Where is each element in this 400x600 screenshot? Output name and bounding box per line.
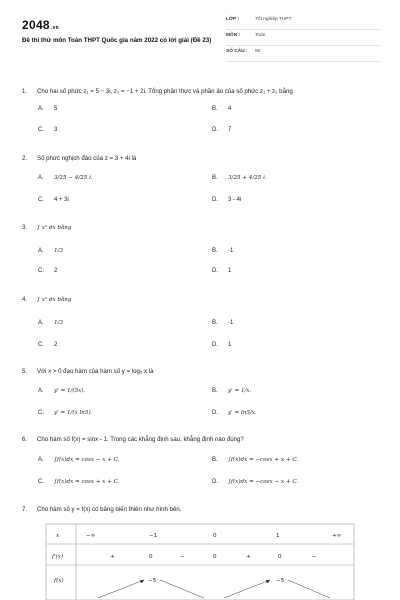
option-text: 1/3 [54, 320, 64, 326]
x-value: −1 [149, 533, 158, 539]
f-label: f(x) [54, 578, 64, 584]
question-number: 1. [22, 88, 28, 95]
option-letter: B. [212, 248, 218, 254]
option-text: 5 [54, 106, 58, 112]
question-text: ∫ x² dx bằng [37, 225, 72, 231]
fprime-label: f'(x) [52, 554, 64, 560]
option-letter: B. [212, 388, 218, 394]
option-letter: B. [212, 457, 218, 463]
option-letter: B. [212, 106, 218, 112]
meta-key: LỚP : [226, 17, 240, 22]
option-letter: A. [38, 248, 44, 254]
sign: + [246, 554, 251, 560]
option-letter: D. [212, 410, 218, 416]
logo-suffix: .vn [50, 25, 60, 31]
option-letter: D. [212, 479, 218, 485]
option-letter: D. [212, 197, 218, 203]
option-text: 2 [54, 342, 58, 348]
option-letter: B. [212, 320, 218, 326]
option-text: 3 [54, 127, 58, 133]
option-letter: C. [38, 410, 44, 416]
option-letter: D. [212, 268, 218, 274]
arrow-head [266, 580, 270, 583]
question-text: Cho hàm số y = f(x) có bảng biến thiên như hình bên. [37, 506, 182, 513]
option-letter: A. [38, 175, 44, 181]
question-number: 4. [22, 296, 28, 303]
sign: 0 [278, 554, 282, 560]
option-letter: C. [38, 197, 44, 203]
question-text: Cho hai số phức z₁ = 5 − 3i, z₂ = −1 + 2i. Tổng phần thực và phần ảo của số phức z₁ + z₂ bằng [37, 88, 293, 95]
option-text: y' = 1/(5x). [54, 388, 86, 394]
option-text: y' = 1/x. [228, 388, 252, 394]
meta-value: Tốt nghiệp THPT [255, 17, 292, 22]
question-number: 3. [22, 224, 28, 231]
option-text: 7 [228, 127, 232, 133]
option-text: 4 + 3i [54, 197, 69, 203]
x-value: 1 [276, 533, 280, 539]
option-text: y' = 1/(x ln5). [54, 410, 93, 416]
arrow-up [98, 580, 144, 598]
x-value: +∞ [332, 533, 342, 539]
question-number: 5. [22, 368, 28, 375]
option-letter: D. [212, 127, 218, 133]
option-text: 2 [54, 268, 58, 274]
option-text: 3 - 4i [228, 197, 242, 203]
option-letter: C. [38, 479, 44, 485]
question-text: Với x > 0 đạo hàm của hàm số y = log₅ x là [37, 368, 154, 375]
question-number: 6. [22, 436, 28, 443]
x-label: x [56, 533, 60, 539]
exam-title: Đề thi thử môn Toán THPT Quốc gia năm 2022 có lời giải (Đề 23) [22, 37, 212, 44]
option-letter: A. [38, 457, 44, 463]
logo-text: 2048 [22, 18, 50, 32]
option-text: ∫f(x)dx = cosx − x + C. [54, 457, 120, 463]
question-number: 7. [22, 506, 28, 513]
option-letter: D. [212, 342, 218, 348]
option-text: y' = ln5/x. [228, 410, 257, 416]
option-text: ∫f(x)dx = −cosx + x + C. [228, 457, 299, 463]
question-text: Số phức nghịch đảo của z = 3 + 4i là [37, 155, 137, 162]
x-value: 0 [213, 533, 217, 539]
option-text: 1 [228, 268, 232, 274]
x-value: −∞ [86, 533, 96, 539]
option-text: 4 [228, 106, 232, 112]
arrow-down [160, 580, 204, 598]
sign: 0 [149, 554, 153, 560]
option-text: -1 [228, 320, 234, 326]
option-letter: A. [38, 388, 44, 394]
arrow-up [224, 580, 270, 598]
sign: + [110, 554, 115, 560]
option-letter: C. [38, 342, 44, 348]
option-text: ∫f(x)dx = cosx + x + C. [54, 479, 120, 485]
meta-value: Toán [255, 33, 266, 38]
sign: − [312, 554, 317, 560]
variation-arrows [98, 580, 330, 598]
option-text: ∫f(x)dx = −cosx − x + C. [228, 479, 299, 485]
option-text: -1 [228, 248, 234, 254]
option-letter: B. [212, 175, 218, 181]
question-text: ∫ x² dx bằng [37, 297, 72, 303]
option-text: 1/3 [54, 248, 64, 254]
question-text: Cho hàm số f(x) = sinx - 1. Trong các khẳng định sau, khẳng định nào đúng? [37, 436, 244, 443]
option-text: 3/25 + 4/25 i. [228, 175, 267, 181]
meta-key: SỐ CÂU : [226, 49, 248, 54]
option-text: 3/25 − 4/25 i. [54, 175, 93, 181]
option-text: 1 [228, 342, 232, 348]
question-number: 2. [22, 155, 28, 162]
option-letter: A. [38, 106, 44, 112]
f-value: −5 [148, 578, 157, 584]
option-letter: A. [38, 320, 44, 326]
f-value: −5 [276, 578, 285, 584]
sign: − [180, 554, 185, 560]
arrow-down [288, 580, 330, 598]
meta-key: MÔN : [226, 33, 241, 38]
arrow-head [140, 580, 144, 583]
option-letter: C. [38, 268, 44, 274]
meta-value: 50 [255, 49, 261, 54]
sign: 0 [213, 554, 217, 560]
option-letter: C. [38, 127, 44, 133]
